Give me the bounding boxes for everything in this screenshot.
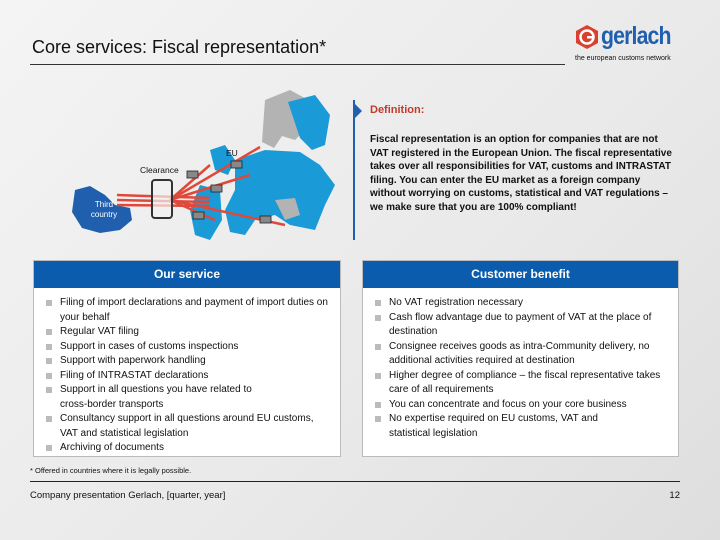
gerlach-logo: [575, 24, 685, 68]
logo-tagline: the european customs network: [575, 55, 671, 62]
list-item: Consultancy support in all questions around EU customs, VAT and statistical legislation: [46, 412, 332, 441]
list-item: Regular VAT filing: [46, 325, 332, 340]
our-service-panel: [33, 260, 341, 457]
eu-map-diagram: [50, 90, 350, 250]
logo-wordmark: gerlach: [601, 22, 671, 50]
list-item: You can concentrate and focus on your core business: [375, 398, 670, 413]
clearance-gate: [152, 180, 172, 218]
logo-hexagon-icon: [575, 24, 599, 50]
list-item: Filing of INTRASTAT declarations: [46, 369, 332, 384]
page-number: 12: [669, 490, 680, 501]
clearance-label: Clearance: [140, 165, 179, 175]
footer-text: Company presentation Gerlach, [quarter, year]: [30, 490, 226, 501]
list-item: Filing of import declarations and payment of import duties on your behalf: [46, 296, 332, 325]
list-item: Archiving of documents: [46, 441, 332, 456]
list-item: No VAT registration necessary: [375, 296, 670, 311]
definition-arrow-icon: [355, 104, 362, 118]
customer-benefit-list: [363, 288, 678, 441]
definition-label: Definition:: [370, 104, 425, 116]
our-service-header: Our service: [34, 261, 340, 288]
list-item: Higher degree of compliance – the fiscal representative takes care of all requirements: [375, 369, 670, 398]
footnote: * Offered in countries where it is legally possible.: [30, 466, 192, 475]
list-item: Consignee receives goods as intra-Community delivery, no additional activities required at destination: [375, 340, 670, 369]
list-item: Support with paperwork handling: [46, 354, 332, 369]
slide-title: Core services: Fiscal representation*: [32, 37, 327, 57]
list-item: Cash flow advantage due to payment of VAT at the place of destination: [375, 311, 670, 340]
footer-divider: [30, 481, 680, 482]
definition-text: Fiscal representation is an option for companies that are not VAT registered in the European Union. The fiscal representative takes over all responsibilities for VAT, customs and INTRASTAT filing. You can enter the EU market as a foreign company without worrying on customs, statistical and VAT regulations – we make sure that you are 100% compliant!: [370, 134, 672, 213]
third-country-label: Third country: [90, 200, 118, 219]
our-service-list: [34, 288, 340, 456]
list-item: Support in cases of customs inspections: [46, 340, 332, 355]
eu-label: EU: [226, 148, 238, 158]
title-divider: [30, 64, 565, 65]
customer-benefit-header: Customer benefit: [363, 261, 678, 288]
list-item: No expertise required on EU customs, VAT and statistical legislation: [375, 412, 670, 441]
customer-benefit-panel: [362, 260, 679, 457]
definition-bar: [353, 100, 355, 240]
list-item: Support in all questions you have related to cross-border transports: [46, 383, 332, 412]
